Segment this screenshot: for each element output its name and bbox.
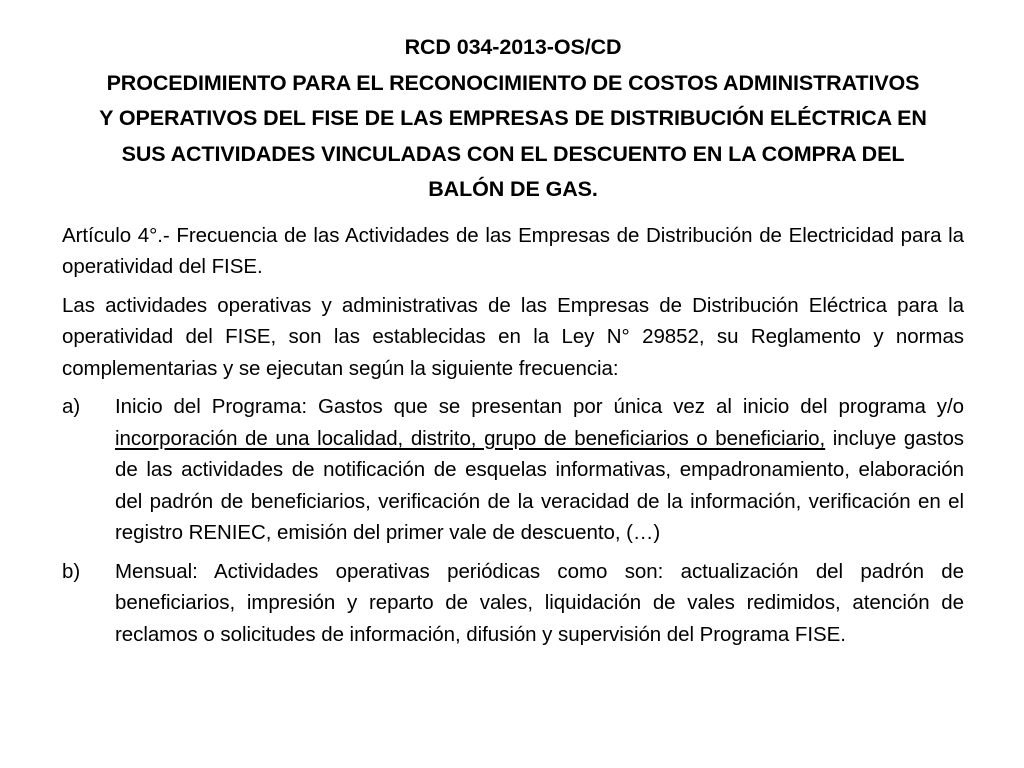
list-item-b-text: Mensual: Actividades operativas periódicas como son: actualización del padrón de beneficiarios, impresión y reparto de vales, liquidación de vales redimidos, atención de reclamos o solicitudes de información, difusión y supervisión del Programa FISE. [115, 559, 964, 646]
title-line-1: PROCEDIMIENTO PARA EL RECONOCIMIENTO DE COSTOS ADMINISTRATIVOS [106, 70, 920, 95]
slide-title [62, 30, 964, 208]
title-code: RCD 034-2013-OS/CD [404, 35, 622, 59]
list-marker-b: b) [62, 559, 81, 583]
list-marker-a: a) [62, 395, 81, 418]
list-item-a-text-before: Inicio del Programa: Gastos que se presentan por única vez al inicio del programa y/o [115, 395, 964, 418]
article-heading: Artículo 4°.- Frecuencia de las Actividades de las Empresas de Distribución de Electricidad para la operatividad del FISE. [62, 223, 964, 278]
list-item-b [62, 556, 964, 651]
title-line-2: Y OPERATIVOS DEL FISE DE LAS EMPRESAS DE DISTRIBUCIÓN ELÉCTRICA EN [99, 106, 927, 130]
title-line-3: SUS ACTIVIDADES VINCULADAS CON EL DESCUENTO EN LA COMPRA DEL [121, 141, 905, 166]
list-item-a-underlined-text: incorporación de una localidad, distrito, grupo de beneficiarios o beneficiario, [115, 426, 826, 450]
list-item-a-text-after: incluye gastos de las actividades de notificación de esquelas informativas, empadronamiento, elaboración del padrón de beneficiarios, verificación de la veracidad de la información, verificación en el registro RENIEC, emisión del primer vale de descuento, (…) [115, 426, 964, 544]
intro-paragraph: Las actividades operativas y administrativas de las Empresas de Distribución Eléctrica para la operatividad del FISE, son las establecidas en la Ley N° 29852, su Reglamento y normas complementarias y se ejecutan según la siguiente frecuencia: [62, 293, 964, 380]
title-line-4: BALÓN DE GAS. [428, 177, 598, 201]
list-item-a [62, 391, 964, 549]
slide-body [62, 220, 964, 651]
